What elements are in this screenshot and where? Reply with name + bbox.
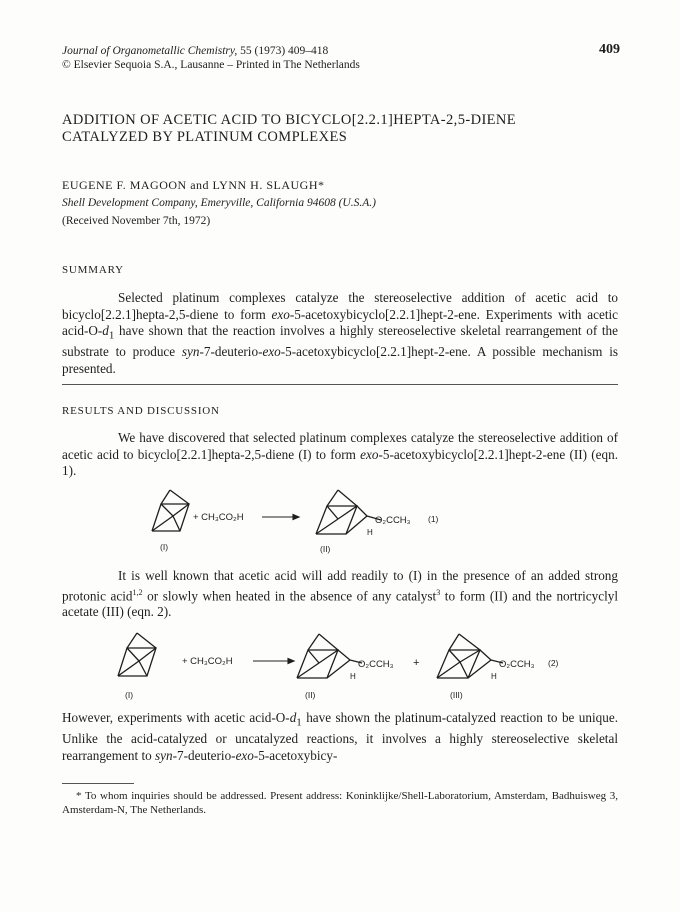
affiliation: Shell Development Company, Emeryville, California 94608 (U.S.A.) xyxy=(62,197,376,209)
norbornadiene-structure xyxy=(152,490,189,531)
reaction-arrow xyxy=(253,659,294,664)
compound-label-ii: (II) xyxy=(320,544,331,554)
results-heading: RESULTS AND DISCUSSION xyxy=(62,405,220,417)
publisher-line: © Elsevier Sequoia S.A., Lausanne – Printed in The Netherlands xyxy=(62,59,360,71)
title-line-2: CATALYZED BY PLATINUM COMPLEXES xyxy=(62,129,348,145)
journal-name: Journal of Organometallic Chemistry, xyxy=(62,45,238,57)
equation-number: (2) xyxy=(548,658,559,668)
journal-ref: 55 (1973) 409–418 xyxy=(237,45,329,57)
norbornadiene-structure xyxy=(118,633,156,676)
compound-label-iii: (III) xyxy=(450,690,463,700)
journal-citation xyxy=(62,44,360,58)
article-title xyxy=(62,112,622,146)
compound-label-ii: (II) xyxy=(305,690,316,700)
footnote-text: To whom inquiries should be addressed. Present address: Koninklijke/Shell-Laboratorium, Amsterdam, Badhuisweg 3, Amsterdam-N, The Netherlands. xyxy=(62,790,618,816)
acetoxy-substituent: O₂CCH₃ xyxy=(499,659,535,670)
hydrogen-label: H xyxy=(491,672,497,681)
reaction-arrow xyxy=(262,515,299,520)
equation-number: (1) xyxy=(428,514,439,524)
reagent-label: + CH₃CO₂H xyxy=(193,512,244,523)
compound-label-i: (I) xyxy=(125,690,134,700)
reagent-label: + CH₃CO₂H xyxy=(182,656,233,667)
results-paragraph-1: We have discovered that selected platinum complexes catalyze the stereoselective addition of acetic acid to bicyclo[2.2.1]hepta-2,5-diene (I) to form exo-5-acetoxybicyclo[2.2.1]hept-2-ene (II) (eqn. 1). xyxy=(62,430,618,478)
footnote xyxy=(62,790,618,817)
equation-2-scheme xyxy=(0,628,680,704)
author-line: EUGENE F. MAGOON and LYNN H. SLAUGH* xyxy=(62,178,325,192)
compound-label-i: (I) xyxy=(160,542,169,552)
footnote-divider xyxy=(62,783,134,784)
results-paragraph-3: However, experiments with acetic acid-$O-d_1$ have shown the platinum-catalyzed reaction to be unique. Unlike the acid-catalyzed or uncatalyzed reactions, it involves a highly stereoselective skeletal rearrangement to syn-7-deuterio-exo-5-acetoxybicy- xyxy=(62,710,618,763)
equation-1-scheme xyxy=(0,486,680,558)
plus-sign: + xyxy=(413,657,420,669)
hydrogen-label: H xyxy=(367,528,373,537)
title-line-1: ADDITION OF ACETIC ACID TO BICYCLO[2.2.1]HEPTA-2,5-DIENE xyxy=(62,112,517,128)
section-divider xyxy=(62,384,618,385)
summary-paragraph: Selected platinum complexes catalyze the stereoselective addition of acetic acid to bicyclo[2.2.1]hepta-2,5-diene to form exo-5-acetoxybicyclo[2.2.1]hept-2-ene. Experiments with acetic acid-$O-d_1$ have shown that the reaction involves a highly stereoselective skeletal rearrangement of the substrate to produce syn-7-deuterio-exo-5-acetoxybicyclo[2.2.1]hept-2-ene. A possible mechanism is presented. xyxy=(62,290,618,376)
acetoxy-substituent: O₂CCH₃ xyxy=(358,659,394,670)
running-header xyxy=(62,44,360,72)
page-number: 409 xyxy=(599,42,620,57)
hydrogen-label: H xyxy=(350,672,356,681)
results-paragraph-2: It is well known that acetic acid will add readily to (I) in the presence of an added strong protonic acid$^{1,2}$ or slowly when heated in the absence of any catalyst$^3$ to form (II) and the nortricyclyl acetate (III) (eqn. 2). xyxy=(62,568,618,620)
footnote-marker: * xyxy=(76,790,82,802)
acetoxy-substituent: O₂CCH₃ xyxy=(375,515,411,526)
received-date: (Received November 7th, 1972) xyxy=(62,215,211,227)
summary-heading: SUMMARY xyxy=(62,264,124,276)
